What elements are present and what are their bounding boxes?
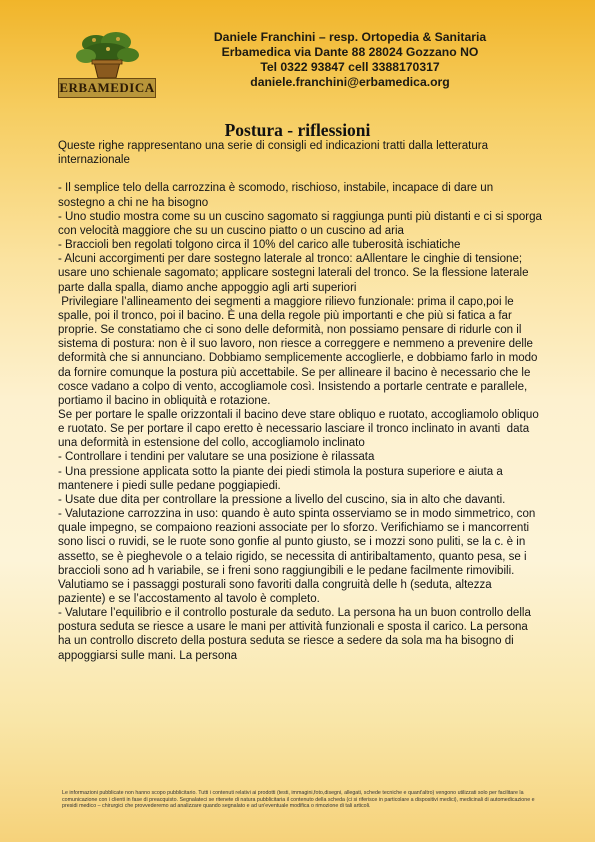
paragraph: - Alcuni accorgimenti per dare sostegno laterale al tronco: aAllentare le cinghie di tensione; usare uno schienale sagomato; applicare sostegni laterali del tronco. Se la flessione laterale parte dalla spalla, diamo anche appoggio agli arti superiori xyxy=(58,253,532,294)
paragraph: Privilegiare l’allineamento dei segmenti a maggiore rilievo funzionale: prima il capo,poi le spalle, poi il tronco, poi il bacino. È una della regole più importanti e che più si fatica a far proprie. Se constatiamo che ci sono delle deformità, non possiamo pensare di ridurle con il sistema di postura: non è il suo lavoro, non riesce a correggere e nemmeno a prevenire delle deformità che si annunciano. Dobbiamo semplicemente accoglierle, e dobbiamo farlo in modo da fornire comunque la postura più accettabile. Se per allineare il bacino è necessario che le cosce vadano a colpo di vento, accogliamole così. Insistendo a portarle centrate e parallele, portiamo il bacino in obliquità e rotazione. xyxy=(58,295,541,407)
header-email[interactable]: daniele.franchini@erbamedica.org xyxy=(250,75,450,89)
paragraph: - Il semplice telo della carrozzina è scomodo, rischioso, instabile, incapace di dare un sostegno a chi ne ha bisogno xyxy=(58,182,497,209)
header-phone: Tel 0322 93847 cell 3388170317 xyxy=(260,60,440,74)
paragraph: - Una pressione applicata sotto la piante dei piedi stimola la postura superiore e aiuta a mantenere i piedi sulle pedane poggiapiedi. xyxy=(58,465,507,492)
logo xyxy=(58,30,156,110)
header-address: Erbamedica via Dante 88 28024 Gozzano NO xyxy=(221,45,479,59)
contact-header xyxy=(165,30,535,90)
footer-disclaimer: Le informazioni pubblicate non hanno scopo pubblicitario. Tutti i contenuti relativi ai prodotti (testi, immagini,foto,disegni, allegati, schede tecniche e quant'altro) vengono utilizzati solo per facilitare la comunicazione con i clienti in fase di preacquisto. Segnalateci se ritenete di natura pubblicitaria il contenuto della scheda (ci si riferisce in particolare a dispositivi medici), medicinali di automedicazione e presidi medico – chirurgici che provvederemo ad analizzare quando segnalato e ad un'eventuale modifica o rimozione di tali articoli. xyxy=(62,790,535,810)
body-text xyxy=(58,139,546,663)
logo-text: ERBAMEDICA xyxy=(58,78,156,98)
paragraph: - Usate due dita per controllare la pressione a livello del cuscino, sia in alto che davanti. xyxy=(58,493,506,506)
paragraph: - Uno studio mostra come su un cuscino sagomato si raggiunga punti più distanti e ci si sporga con velocità maggiore che su un cuscino piatto o un cuscino ad aria xyxy=(58,210,546,237)
paragraph-spacer xyxy=(58,167,542,181)
plant-pot-logo-icon xyxy=(58,30,156,82)
paragraph: Queste righe rappresentano una serie di consigli ed indicazioni tratti dalla letteratura internazionale xyxy=(58,140,492,167)
paragraph: - Valutazione carrozzina in uso: quando è auto spinta osserviamo se in modo simmetrico, con quale impegno, se compaiono reazioni associate per lo sforzo. Verifichiamo se i mancorrenti sono lisci o ruvidi, se le ruote sono gonfie al punto giusto, se i mozzi sono puliti, se la c. è in assetto, se è pieghevole o a telaio rigido, se necessita di antiribaltamento, quanto pesa, se i braccioli sono ad h variabile, se i freni sono raggiungibili e le pedane facilmente rimovibili. Valutiamo se i passaggi posturali sono favoriti dalla congruità delle h (seduta, altezza paziente) e se l’accostamento al tavolo è completo. xyxy=(58,508,539,605)
paragraph: Se per portare le spalle orizzontali il bacino deve stare obliquo e ruotato, accogliamolo obliquo e ruotato. Se per portare il capo eretto è necessario lasciare il tronco inclinato in avanti data una deformità in estensione del collo, accogliamolo inclinato xyxy=(58,408,542,450)
page-title: Postura - riflessioni xyxy=(224,120,371,140)
paragraph: - Valutare l’equilibrio e il controllo posturale da seduto. La persona ha un buon controllo della postura seduta se riesce a usare le mani per attività funzionali e sposta il carico. La persona ha un controllo discreto della postura seduta se riesce a sedere da sola ma ha bisogno di appoggiarsi sulle mani. La persona xyxy=(58,607,535,662)
paragraph: - Controllare i tendini per valutare se una posizione è rilassata xyxy=(58,451,375,464)
paragraph: - Braccioli ben regolati tolgono circa il 10% del carico alle tuberosità ischiatiche xyxy=(58,239,461,252)
header-name: Daniele Franchini – resp. Ortopedia & Sanitaria xyxy=(213,30,487,44)
